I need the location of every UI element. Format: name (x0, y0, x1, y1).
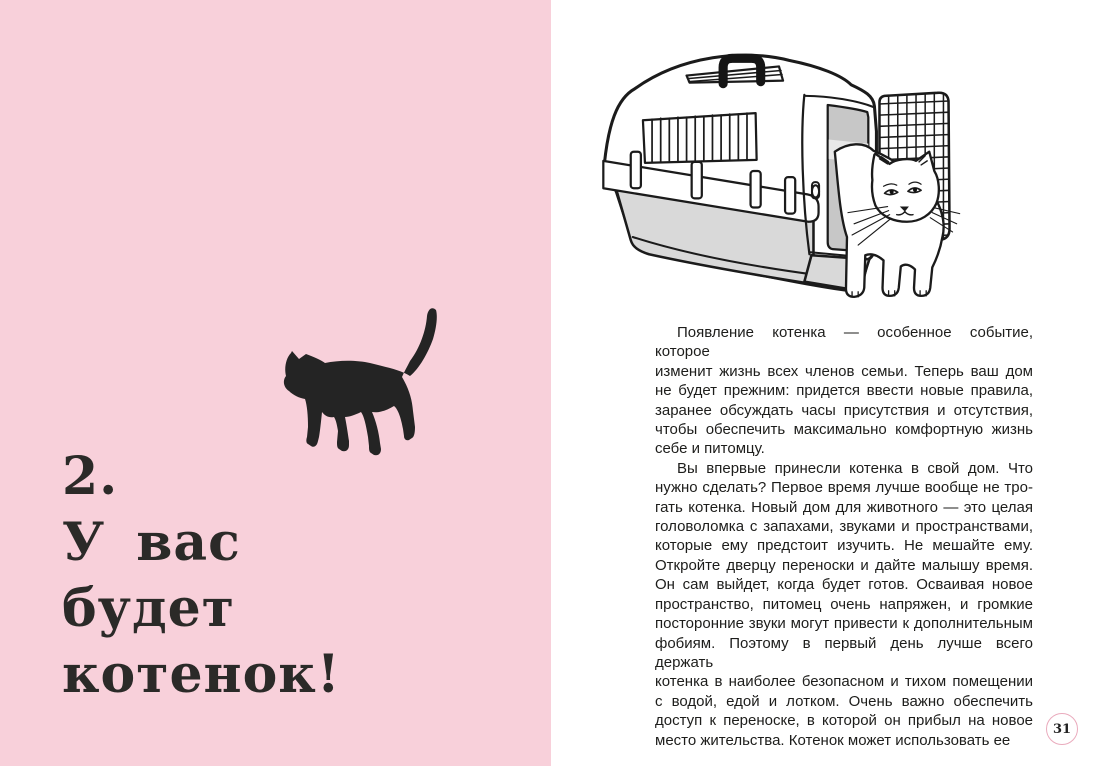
pet-carrier-illustration (588, 38, 974, 304)
text-line: изменит жизнь всех членов семьи. Теперь ваш дом (655, 362, 1033, 380)
text-line: чтобы обеспечить максимально комфортную жизнь (655, 421, 1033, 439)
text-line: будет (62, 578, 235, 639)
text-line: головоломка с запахами, звуками и пространствами, (655, 518, 1033, 536)
page-number-badge (1046, 713, 1078, 745)
page-number: 31 (1052, 721, 1072, 737)
text-line: которые ему предстоит изучить. Не мешайте ему. (655, 537, 1033, 555)
text-line: заранее обсуждать часы присутствия и отсутствия, (655, 401, 1033, 419)
text-line: котенка в наиболее безопасном и тихом помещении (655, 673, 1033, 691)
text-line: фобиям. Поэтому в первый день лучше всего держать (655, 634, 1033, 671)
text-line: Откройте дверцу переноски и дайте малышу время. (655, 556, 1033, 574)
text-line: нужно сделать? Первое время лучше вообще не тро- (655, 479, 1033, 497)
text-line: котенок! (62, 644, 341, 705)
body-paragraph-1 (655, 323, 1033, 459)
text-line: посторонние звуки могут привести к дополнительным (655, 615, 1033, 633)
text-line: с водой, едой и лотком. Очень важно обеспечить (655, 692, 1033, 710)
text-line: 2. (62, 446, 119, 507)
chapter-title (62, 444, 341, 708)
text-line: Вы впервые принесли котенка в свой дом. Что (677, 459, 1033, 477)
carrier-illustration (588, 38, 974, 304)
walking-cat-silhouette-icon (281, 303, 443, 461)
text-line: место жительства. Котенок может использовать ее (655, 731, 1011, 749)
body-text (655, 323, 1033, 750)
text-line: гать котенка. Новый дом для животного — это целая (655, 498, 1033, 516)
body-paragraph-2 (655, 459, 1033, 750)
text-line: У вас (62, 512, 241, 573)
text-line: не будет прежним: придется ввести новые правила, (655, 382, 1033, 400)
text-line: Появление котенка — особенное событие, которое (655, 324, 1033, 361)
text-line: доступ к переноске, в которой он прибыл на новое (655, 712, 1033, 730)
text-line: Он сам выйдет, когда будет готов. Осваивая новое (655, 576, 1033, 594)
text-line: пространство, питомец очень напряжен, и громкие (655, 595, 1033, 613)
text-line: себе и питомцу. (655, 440, 765, 458)
